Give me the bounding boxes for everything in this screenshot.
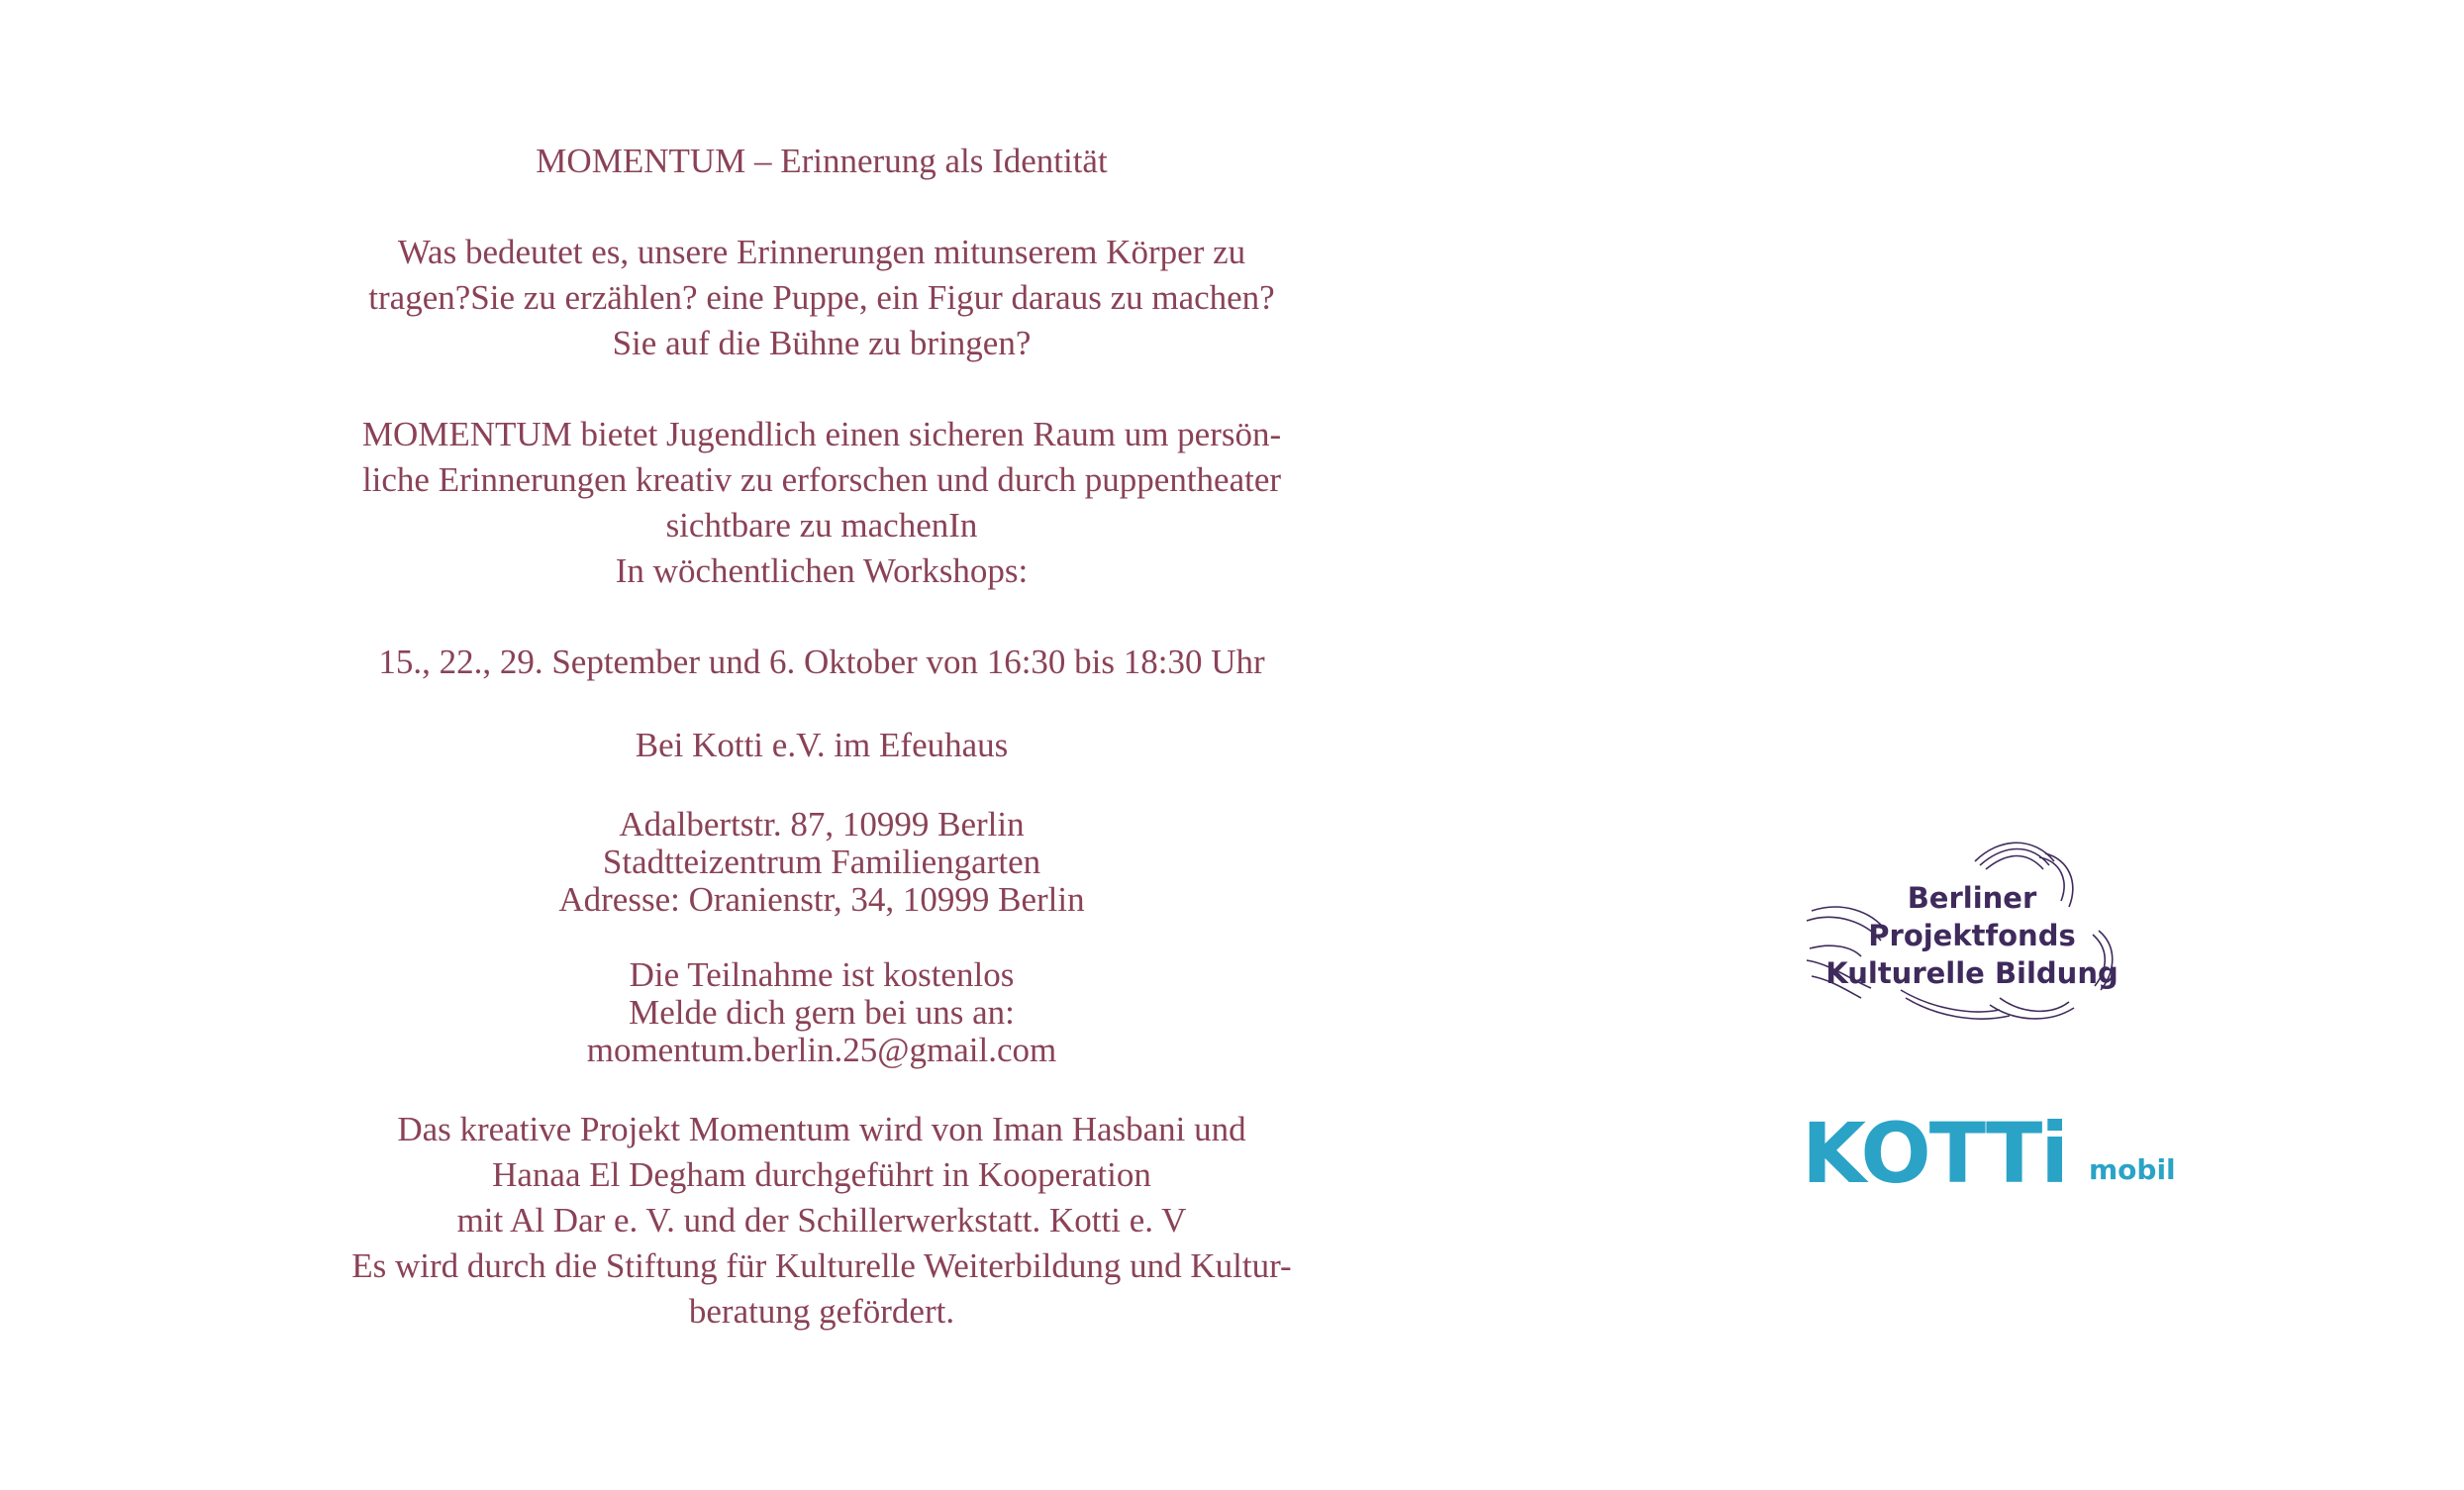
credits-line-1: Das kreative Projekt Momentum wird von Iman Hasbani und xyxy=(397,1110,1246,1148)
credits-line-4: Es wird durch die Stiftung für Kulturelle Weiterbildung und Kultur- xyxy=(351,1246,1292,1285)
participation-line-1: Die Teilnahme ist kostenlos xyxy=(629,955,1015,994)
address-line-1: Adalbertstr. 87, 10999 Berlin xyxy=(619,805,1025,844)
berliner-projektfonds-logo xyxy=(1802,832,2119,1030)
intro-line-1: MOMENTUM bietet Jugendlich einen sicheren Raum um persön- xyxy=(361,415,1282,453)
kotti-mobil-logo xyxy=(1802,1104,2198,1203)
question-line-3: Sie auf die Bühne zu bringen? xyxy=(612,324,1032,362)
bpkb-line-1: Berliner xyxy=(1907,881,2037,915)
question-line-2: tragen?Sie zu erzählen? eine Puppe, ein Figur daraus zu machen? xyxy=(368,278,1275,317)
contact-email: momentum.berlin.25@gmail.com xyxy=(586,1031,1057,1069)
credits-line-3: mit Al Dar e. V. und der Schillerwerkstatt. Kotti e. V xyxy=(456,1201,1187,1240)
participation-line-2: Melde dich gern bei uns an: xyxy=(629,993,1015,1032)
flyer-title: MOMENTUM – Erinnerung als Identität xyxy=(536,142,1108,180)
bpkb-wordmark xyxy=(1823,879,2120,992)
flyer-text xyxy=(297,139,1346,1335)
bpkb-line-3: Kulturelle Bildung xyxy=(1825,956,2119,990)
sponsor-logos xyxy=(1802,832,2198,1208)
address-line-3: Adresse: Oranienstr, 34, 10999 Berlin xyxy=(558,880,1085,919)
intro-line-4: In wöchentlichen Workshops: xyxy=(615,551,1029,590)
address-line-2: Stadtteizentrum Familiengarten xyxy=(602,843,1041,881)
credits-line-5: beratung gefördert. xyxy=(688,1292,955,1331)
kotti-mobil-label: mobil xyxy=(2089,1153,2176,1186)
workshop-dates: 15., 22., 29. September und 6. Oktober von 16:30 bis 18:30 Uhr xyxy=(378,643,1265,681)
intro-line-3: sichtbare zu machenIn xyxy=(665,506,978,545)
venue: Bei Kotti e.V. im Efeuhaus xyxy=(635,726,1009,764)
bpkb-line-2: Projektfonds xyxy=(1868,919,2076,952)
intro-line-2: liche Erinnerungen kreativ zu erforschen und durch puppentheater xyxy=(361,460,1282,499)
credits-line-2: Hanaa El Degham durchgeführt in Kooperation xyxy=(492,1155,1151,1194)
kotti-wordmark: KOTTi xyxy=(1802,1105,2068,1202)
question-line-1: Was bedeutet es, unsere Erinnerungen mitunserem Körper zu xyxy=(397,233,1246,271)
